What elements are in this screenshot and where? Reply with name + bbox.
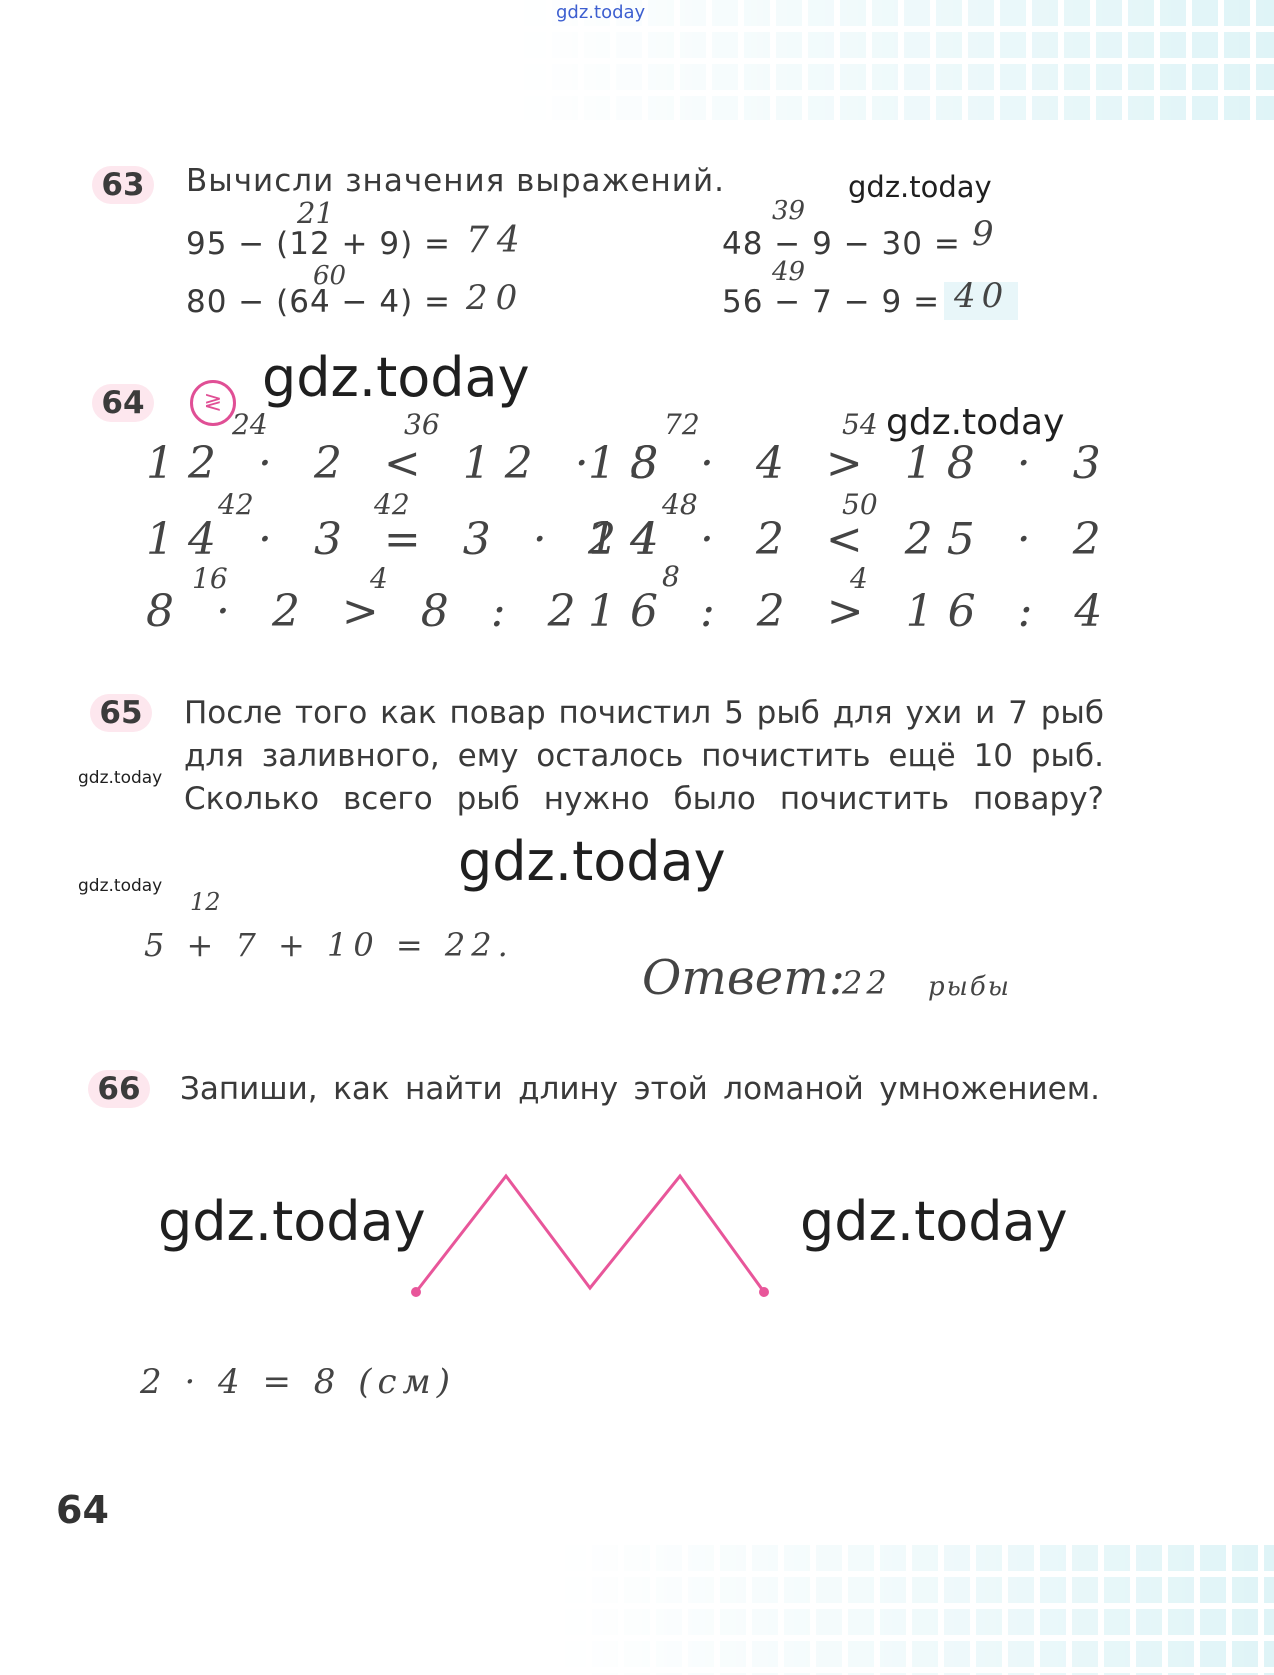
task-64-row-4-note-1: 72	[664, 408, 700, 441]
task-63-expr-4-answer: 40	[954, 276, 1010, 316]
task-64-row-6-note-1: 8	[662, 560, 680, 593]
task-66-solution: 2 · 4 = 8 (см)	[140, 1362, 456, 1402]
watermark: gdz.today	[78, 876, 163, 896]
broken-line	[416, 1176, 764, 1292]
broken-line-start-point	[411, 1287, 421, 1297]
task-63-expr-2: 80 − (64 − 4) =	[186, 284, 451, 320]
task-64-row-1-note-2: 36	[404, 408, 440, 441]
watermark: gdz.today	[458, 830, 726, 893]
task-64-row-5-note-2: 50	[842, 488, 878, 521]
task-63-expr-1-answer: 74	[466, 220, 528, 261]
task-63-expr-2-note: 60	[313, 261, 347, 291]
task-64-row-1: 12 · 2 < 12 · 3	[146, 438, 673, 489]
watermark: gdz.today	[800, 1190, 1068, 1253]
watermark: gdz.today	[262, 346, 530, 409]
task-63-expr-3: 48 − 9 − 30 =	[722, 226, 961, 262]
task-63-expr-2-answer: 20	[466, 278, 526, 318]
task-65-answer-value: 22	[842, 964, 891, 1002]
task-64-row-2: 14 · 3 = 3 · 14	[146, 514, 673, 565]
task-64-row-5-note-1: 48	[662, 488, 698, 521]
task-65-solution: 5 + 7 + 10 = 22.	[144, 926, 514, 964]
task-65-solution-note: 12	[190, 888, 221, 916]
task-64-row-2-note-2: 42	[374, 488, 410, 521]
watermark: gdz.today	[78, 768, 163, 788]
task-63-expr-3-note: 39	[772, 196, 806, 226]
compare-sign-icon: ≷	[190, 380, 236, 426]
task-64-row-5: 24 · 2 < 25 · 2	[588, 514, 1115, 565]
task-64-number: 64	[92, 384, 154, 422]
task-63-title: Вычисли значения выражений.	[186, 163, 725, 199]
task-65-text: После того как повар почистил 5 рыб для ухи и 7 рыб для заливного, ему осталось почистить ещё 10 рыб. Сколько всего рыб нужно было почистить повару?	[184, 695, 1104, 817]
task-64-row-4-note-2: 54	[842, 408, 878, 441]
task-66-number: 66	[88, 1070, 150, 1108]
task-64-row-3-note-2: 4	[370, 562, 388, 595]
task-64-row-3: 8 · 2 > 8 : 2	[146, 586, 590, 637]
task-64-row-2-note-1: 42	[218, 488, 254, 521]
task-64-row-6-note-2: 4	[850, 562, 868, 595]
task-64-row-6: 16 : 2 > 16 : 4	[588, 586, 1117, 637]
decorative-grid-bottom	[554, 1545, 1274, 1675]
task-65-answer-label: Ответ:	[642, 950, 845, 1006]
watermark: gdz.today	[886, 402, 1065, 443]
broken-line-end-point	[759, 1287, 769, 1297]
broken-line-figure	[400, 1160, 790, 1310]
page-number: 64	[56, 1488, 109, 1532]
task-64-row-1-note-1: 24	[232, 408, 268, 441]
task-66-text: Запиши, как найти длину этой ломаной умножением.	[180, 1071, 1100, 1107]
task-64-row-4: 18 · 4 > 18 · 3	[588, 438, 1115, 489]
task-63-expr-1-note: 21	[297, 196, 334, 230]
task-63-number: 63	[92, 166, 154, 204]
task-63-expr-4-note: 49	[772, 257, 806, 287]
task-63-expr-1: 95 − (12 + 9) =	[186, 226, 451, 262]
header-watermark: gdz.today	[556, 2, 646, 23]
watermark: gdz.today	[158, 1190, 426, 1253]
task-64-row-3-note-1: 16	[192, 562, 228, 595]
task-63-expr-4: 56 − 7 − 9 =	[722, 284, 941, 320]
task-65-answer-unit: рыбы	[928, 972, 1011, 1002]
watermark: gdz.today	[848, 170, 992, 204]
task-65-number: 65	[90, 694, 152, 732]
task-63-expr-3-answer: 9	[972, 214, 994, 254]
